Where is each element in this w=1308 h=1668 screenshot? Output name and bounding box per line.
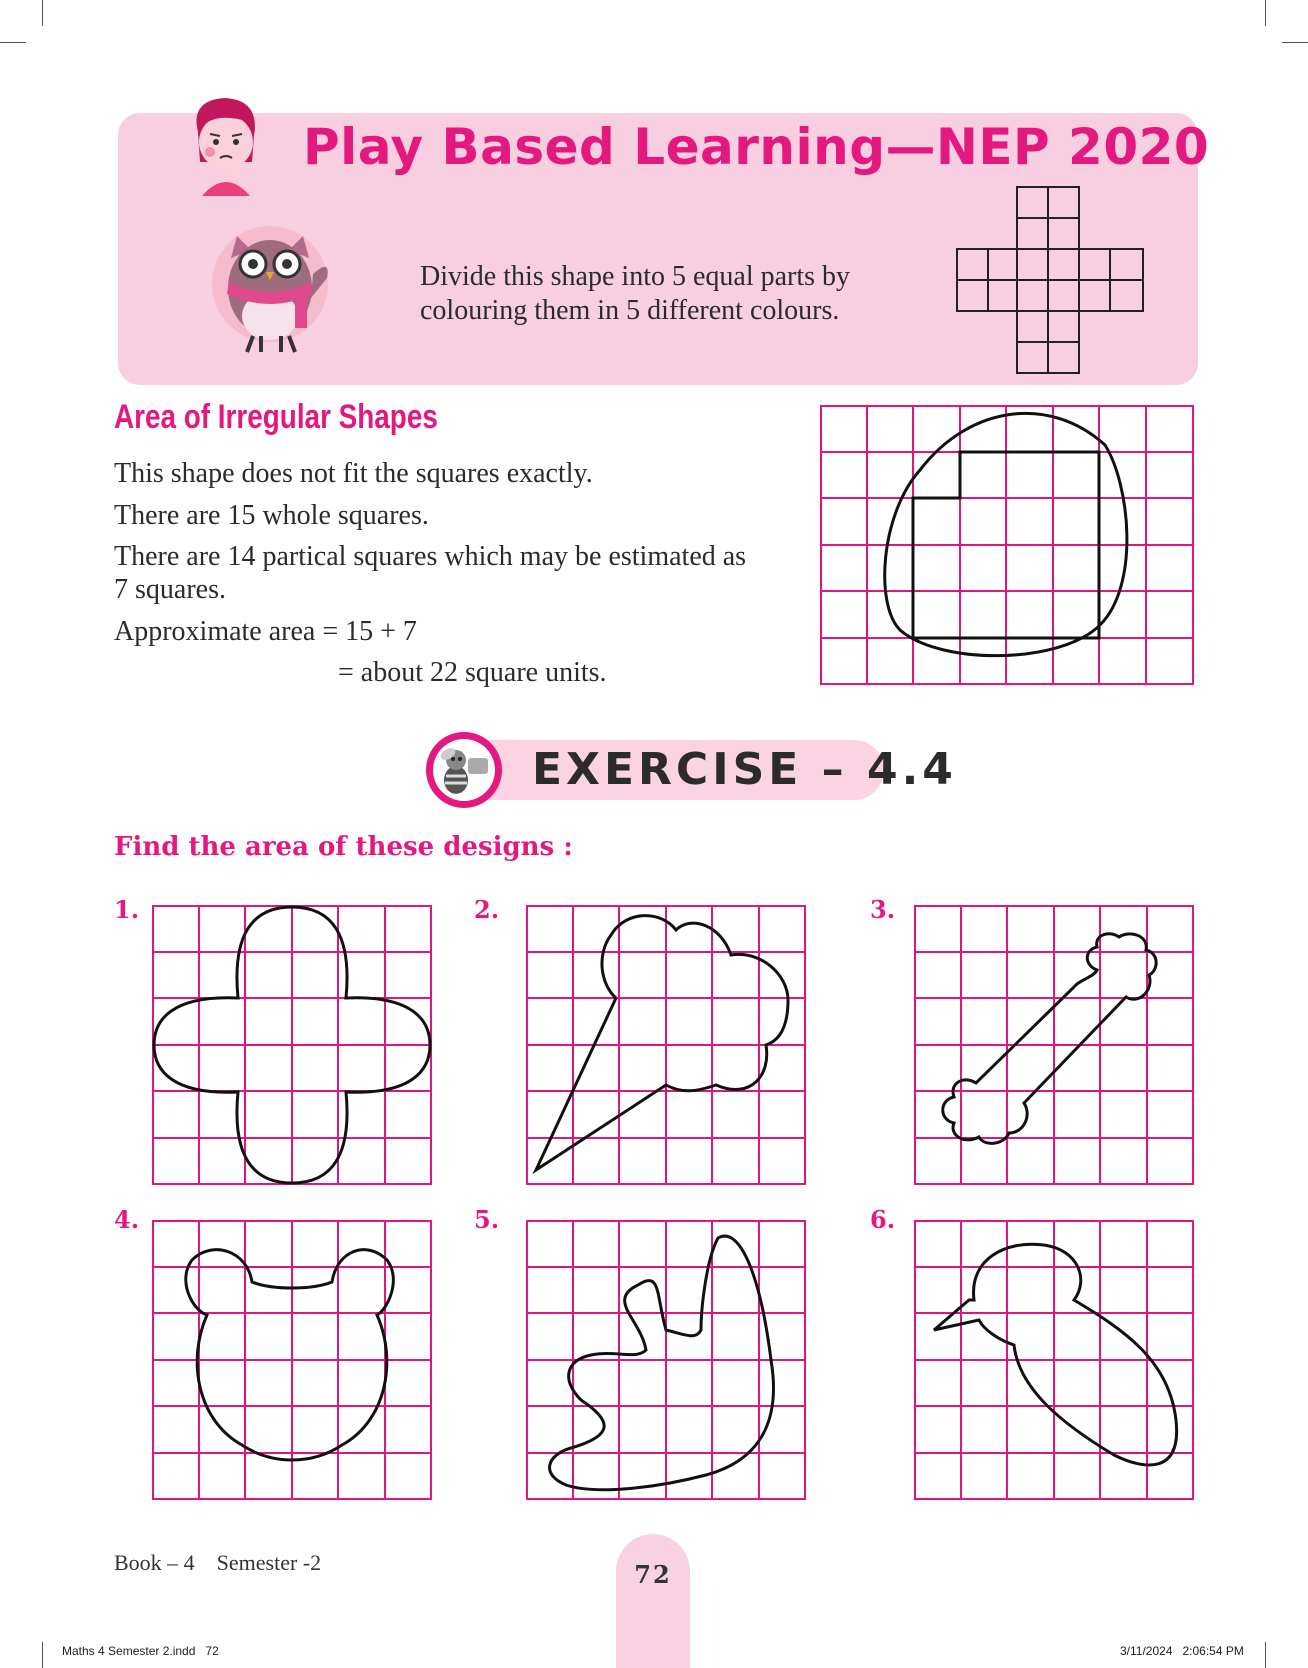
design-4-bear-face-grid	[152, 1220, 432, 1500]
question-number-5: 5.	[474, 1205, 500, 1234]
question-number-6: 6.	[870, 1205, 896, 1234]
question-number-3: 3.	[870, 895, 896, 924]
crop-mark	[1265, 0, 1266, 26]
exercise-instruction: Find the area of these designs :	[114, 832, 573, 862]
crop-mark	[1265, 1642, 1266, 1668]
approximate-area-result: = about 22 square units.	[338, 657, 607, 688]
page-number-tab	[616, 1534, 690, 1668]
exercise-title: EXERCISE – 4.4	[532, 744, 957, 795]
design-2-ice-cream-grid	[526, 905, 806, 1185]
page-number: 72	[634, 1560, 672, 1589]
explanation-line-1: This shape does not fit the squares exactly.	[114, 458, 593, 489]
design-1-flower-grid	[152, 905, 432, 1185]
explanation-line-3: There are 14 partical squares which may be estimated as	[114, 541, 747, 572]
approximate-area-line: Approximate area = 15 + 7	[114, 616, 417, 647]
cross-grid-shape	[955, 185, 1145, 375]
question-number-2: 2.	[474, 895, 500, 924]
crop-mark	[0, 42, 26, 43]
girl-thinking-icon	[180, 92, 270, 196]
crop-mark	[42, 0, 43, 26]
banner-instruction: Divide this shape into 5 equal parts by colouring them in 5 different colours.	[420, 261, 851, 326]
design-3-bone-grid	[914, 905, 1194, 1185]
bee-icon	[424, 730, 504, 810]
explanation-line-3-cont: 7 squares.	[114, 574, 226, 605]
question-number-4: 4.	[114, 1205, 140, 1234]
example-irregular-shape-grid	[820, 405, 1194, 685]
design-5-hand-grid	[526, 1220, 806, 1500]
owl-with-scarf-icon	[203, 218, 338, 368]
footer-book-label: Book – 4 Semester -2	[114, 1550, 322, 1575]
crop-mark	[42, 1642, 43, 1668]
print-slug-date: 3/11/2024 2:06:54 PM	[1120, 1644, 1244, 1658]
print-slug-file: Maths 4 Semester 2.indd 72	[62, 1644, 219, 1658]
section-title: Area of Irregular Shapes	[114, 398, 438, 436]
crop-mark	[1282, 42, 1308, 43]
banner-title: Play Based Learning—NEP 2020	[303, 118, 1210, 176]
explanation-line-2: There are 15 whole squares.	[114, 500, 429, 531]
design-6-bird-grid	[914, 1220, 1194, 1500]
question-number-1: 1.	[114, 895, 140, 924]
